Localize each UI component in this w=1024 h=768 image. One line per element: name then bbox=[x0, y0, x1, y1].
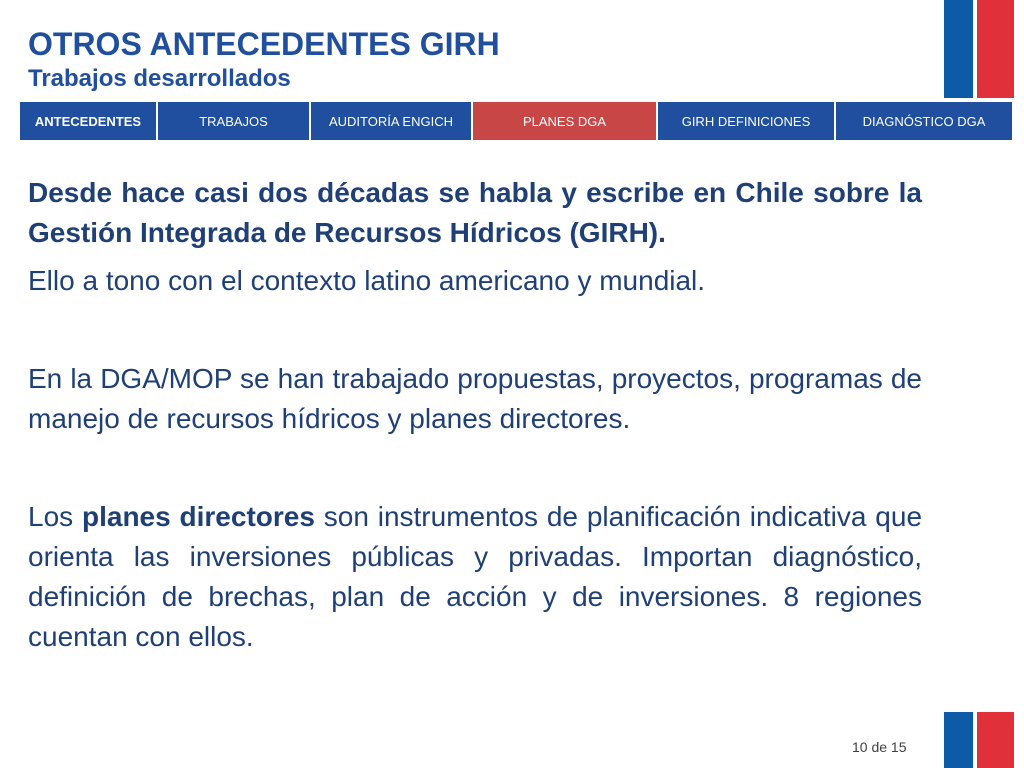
tab-diagnostico-dga[interactable]: DIAGNÓSTICO DGA bbox=[836, 102, 1012, 140]
paragraph-planes-directores bbox=[28, 497, 922, 657]
paragraph-dga-mop: En la DGA/MOP se han trabajado propuestas, proyectos, programas de manejo de recursos hídricos y planes directores. bbox=[28, 363, 922, 434]
tab-auditoria-engich[interactable]: AUDITORÍA ENGICH bbox=[311, 102, 471, 140]
page-number: 10 de 15 bbox=[852, 739, 907, 755]
planes-directores-description: son instrumentos de planificación indicativa que orienta las inversiones públicas y privadas. Importan diagnóstico, definición de brechas, plan de acción y de inversiones. 8 regiones cuentan con ellos. bbox=[28, 501, 923, 652]
flag-logo-top bbox=[944, 0, 1014, 98]
flag-logo-bottom bbox=[944, 712, 1014, 768]
tab-girh-definiciones[interactable]: GIRH DEFINICIONES bbox=[658, 102, 834, 140]
planes-directores-term: planes directores bbox=[81, 501, 315, 532]
slide-title: OTROS ANTECEDENTES GIRH bbox=[28, 26, 500, 62]
section-nav bbox=[20, 102, 1012, 140]
tab-planes-dga[interactable]: PLANES DGA bbox=[473, 102, 656, 140]
paragraph-intro: Desde hace casi dos décadas se habla y escribe en Chile sobre la Gestión Integrada de Recursos Hídricos (GIRH). bbox=[28, 177, 922, 248]
paragraph-context: Ello a tono con el contexto latino americano y mundial. bbox=[28, 265, 706, 296]
tab-trabajos[interactable]: TRABAJOS bbox=[158, 102, 309, 140]
planes-directores-intro: Los bbox=[28, 501, 82, 532]
slide-subtitle: Trabajos desarrollados bbox=[28, 65, 291, 92]
slide-body bbox=[28, 173, 922, 657]
tab-antecedentes[interactable]: ANTECEDENTES bbox=[20, 102, 156, 140]
